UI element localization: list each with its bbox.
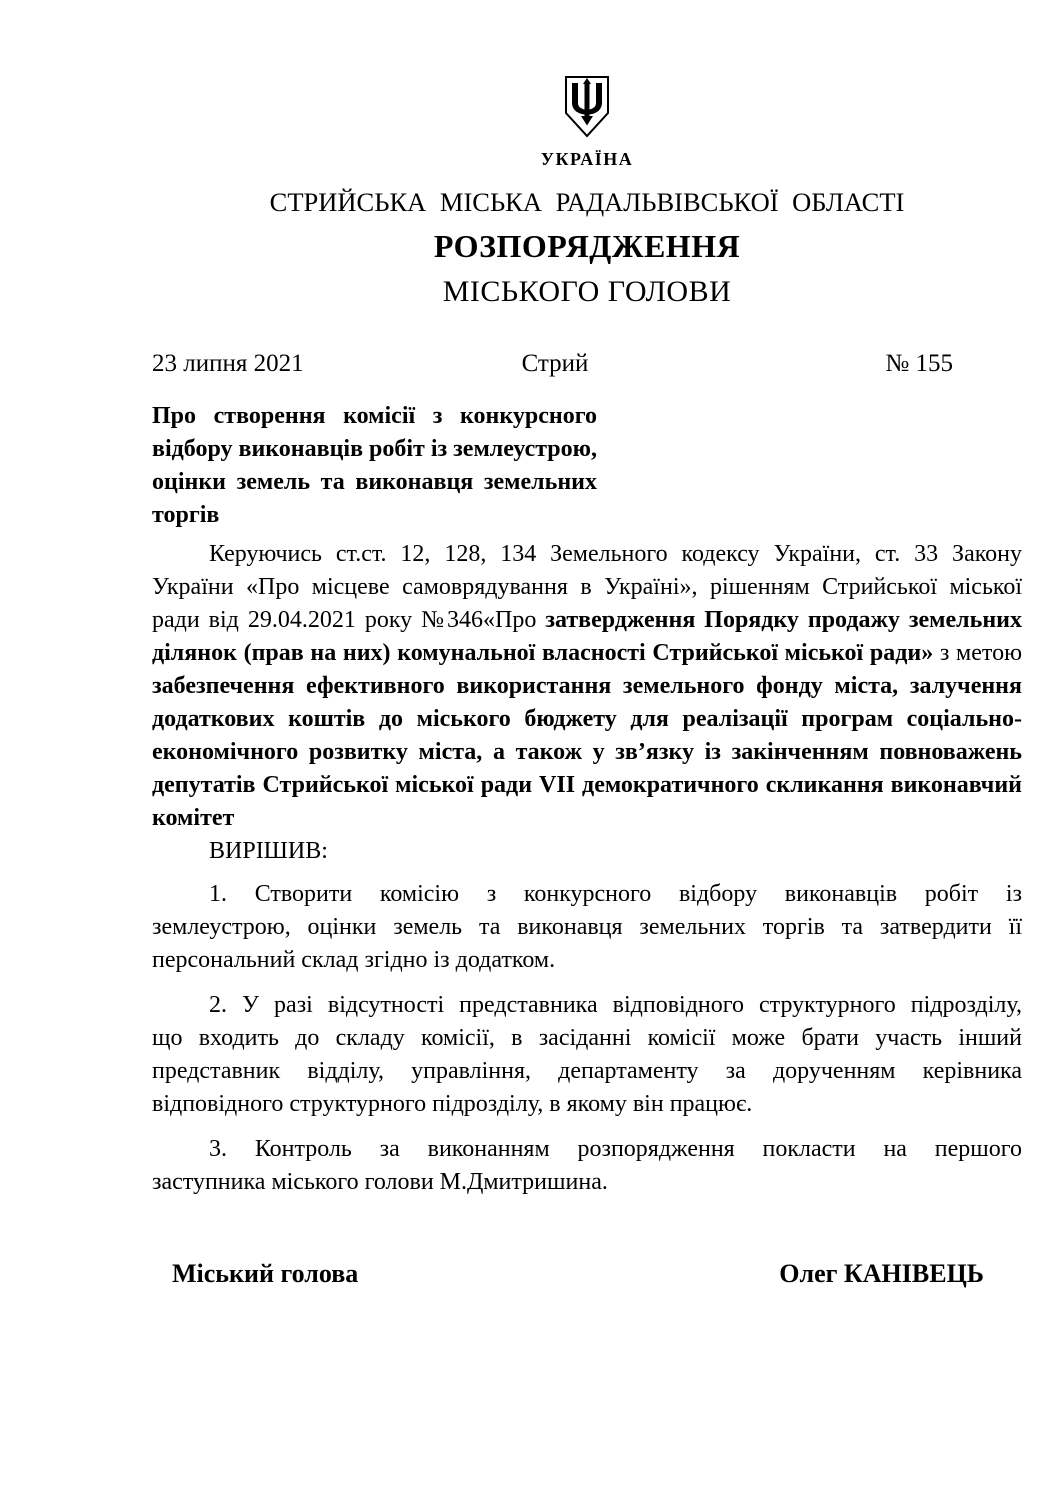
text-line: додаткових коштів до міського бюджету для реалізації програм соціально-: [152, 706, 1022, 732]
text-line: 2. У разі відсутності представника відповідного структурного підрозділу,: [209, 992, 1022, 1018]
resolution-item-1: [152, 878, 1022, 977]
text-line: комітет: [152, 805, 235, 831]
signature-row: [152, 1257, 1022, 1290]
resolution-item-2: [152, 989, 1022, 1121]
text-line: Керуючись ст.ст. 12, 128, 134 Земельного кодексу України, ст. 33 Закону: [209, 541, 1022, 567]
council-name: СТРИЙСЬКА МІСЬКА РАДАЛЬВІВСЬКОЇ ОБЛАСТІ: [269, 187, 905, 217]
text-line: землеустрою, оцінки земель та виконавця земельних торгів та затвердити її: [152, 914, 1022, 940]
subject-paragraph: [152, 400, 597, 532]
country-title: УКРАЇНА: [540, 149, 634, 169]
text-line: забезпечення ефективного використання земельного фонду міста, залучення: [152, 673, 1022, 699]
preamble-paragraph: [152, 538, 1022, 835]
text-line: Про створення комісії з конкурсного: [152, 403, 597, 429]
text-line: заступника міського голови М.Дмитришина.: [152, 1169, 608, 1195]
text-line: відповідного структурного підрозділу, в якому він працює.: [152, 1091, 753, 1117]
text-line: торгів: [152, 502, 220, 528]
tryzub-icon: [564, 75, 610, 139]
text-line: оцінки земель та виконавця земельних: [152, 469, 597, 495]
meta-row: [152, 347, 1022, 380]
document-type-title: РОЗПОРЯДЖЕННЯ: [433, 228, 741, 264]
coat-of-arms: [152, 75, 1022, 139]
signer-name: Олег КАНІВЕЦЬ: [779, 1259, 984, 1288]
document-number: № 155: [885, 350, 953, 377]
resolution-item-3: [152, 1133, 1022, 1199]
document-author-title: МІСЬКОГО ГОЛОВИ: [442, 275, 732, 308]
text-line: депутатів Стрийської міської ради VII демократичного скликання виконавчий: [152, 772, 1022, 798]
text-line: персональний склад згідно із додатком.: [152, 947, 556, 973]
text-line: України «Про місцеве самоврядування в Україні», рішенням Стрийської міської: [152, 574, 1022, 600]
text-line: 3. Контроль за виконанням розпорядження покласти на першого: [209, 1136, 1022, 1162]
signer-role: Міський голова: [172, 1259, 359, 1288]
text-line: представник відділу, управління, департаменту за дорученням керівника: [152, 1058, 1022, 1084]
text-line: 1. Створити комісію з конкурсного відбору виконавців робіт із: [209, 881, 1022, 907]
resolution-label: ВИРІШИВ:: [209, 838, 328, 864]
document-date: 23 липня 2021: [152, 350, 304, 377]
text-line: відбору виконавців робіт із землеустрою,: [152, 436, 597, 462]
text-line: ділянок (прав на них) комунальної власності Стрийської міської ради» з метою: [152, 640, 1022, 666]
text-line: економічного розвитку міста, а також у зв’язку із закінченням повноважень: [152, 739, 1022, 765]
text-line: ради від 29.04.2021 року №346«Про затвердження Порядку продажу земельних: [152, 607, 1022, 633]
text-line: що входить до складу комісії, в засіданні комісії може брати участь інший: [152, 1025, 1022, 1051]
document-place: Стрий: [521, 350, 589, 377]
